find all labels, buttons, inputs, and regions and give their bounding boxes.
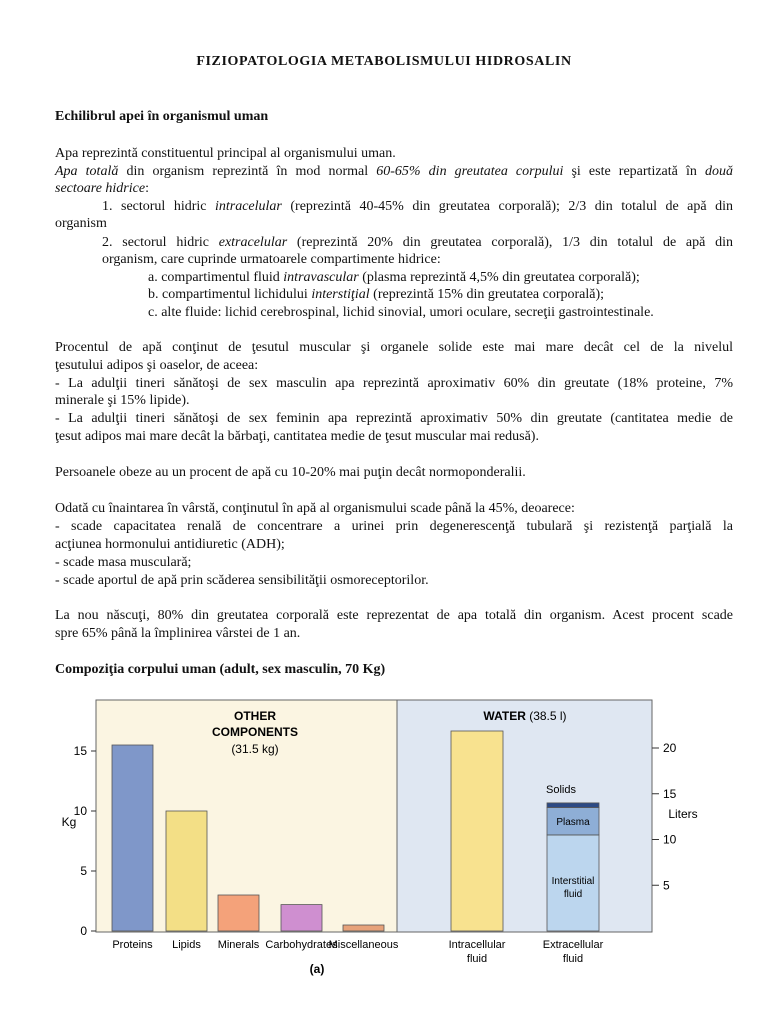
list-item-other-fluids: c. alte fluide: lichid cerebrospinal, lichid sinovial, umori oculare, secreţii gastrointestinale. — [148, 305, 654, 320]
bar-miscellaneous — [343, 925, 384, 931]
paragraph-line: Procentul de apă conţinut de ţesutul muscular şi organele solide este mai mare decât cel de la nivelul — [55, 340, 733, 355]
y-axis-label-liters: Liters — [668, 807, 698, 821]
chart-title-other-2: COMPONENTS — [211, 725, 299, 739]
bar-intracellular-fluid — [451, 731, 503, 931]
x-tick-label: Carbohydrates — [265, 939, 338, 951]
x-tick-label: Lipids — [172, 939, 201, 951]
section-heading-water-balance: Echilibrul apei în organismul uman — [55, 109, 269, 124]
paragraph-line: - scade masa musculară; — [55, 555, 192, 570]
paragraph-line: minerale şi 15% lipide). — [55, 393, 190, 408]
chart-title-other-3: (31.5 kg) — [231, 742, 279, 756]
paragraph-line: - scade aportul de apă prin scăderea sensibilităţii osmoreceptorilor. — [55, 573, 429, 588]
y-tick-label-left: 0 — [80, 924, 87, 938]
x-tick-label: Proteins — [112, 939, 153, 951]
label-interstitial-fluid: fluid — [563, 888, 583, 900]
paragraph-line: Apa totală din organism reprezintă în mod normal 60-65% din greutatea corpului şi este repartizată în două — [55, 164, 733, 179]
list-item-intracellular: 1. sectorul hidric intracelular (reprezintă 40-45% din greutatea corporală); 2/3 din totalul de apă din — [102, 199, 733, 214]
bar-lipids — [166, 811, 207, 931]
y-tick-label-right: 5 — [663, 878, 670, 893]
chart-caption: (a) — [309, 962, 325, 976]
label-solids: Solids — [546, 783, 576, 796]
paragraph-line: acţiunea hormonului antidiuretic (ADH); — [55, 537, 285, 552]
y-tick-label-left: 10 — [73, 804, 87, 818]
paragraph-line: - scade capacitatea renală de concentrare a urinei prin degenerescenţă tubulară şi rezistenţă parţială la — [55, 519, 733, 534]
label-interstitial-fluid: Interstitial — [551, 875, 595, 887]
paragraph-line: organism — [55, 216, 107, 231]
document-title: FIZIOPATOLOGIA METABOLISMULUI HIDROSALIN — [196, 54, 572, 69]
bar-minerals — [218, 895, 259, 931]
y-tick-label-right: 10 — [663, 832, 677, 847]
paragraph-line: organism, care cuprinde urmatoarele compartimente hidrice: — [102, 252, 441, 267]
list-item-extracellular: 2. sectorul hidric extracelular (reprezintă 20% din greutatea corporală), 1/3 din totalul de apă din — [102, 235, 733, 250]
bar-proteins — [112, 745, 153, 931]
paragraph-line: - La adulţii tineri sănătoşi de sex feminin apa reprezintă aproximativ 50% din greutate (cantitatea medie de — [55, 411, 733, 426]
list-item-interstitial: b. compartimentul lichidului interstiţial (reprezintă 15% din greutatea corporală); — [148, 287, 605, 302]
paragraph-line: Odată cu înaintarea în vârstă, conţinutul în apă al organismului scade până la 45%, deoarece: — [55, 501, 575, 516]
paragraph-line: spre 65% până la împlinirea vârstei de 1 an. — [55, 626, 301, 641]
paragraph-line: Persoanele obeze au un procent de apă cu 10-20% mai puţin decât normoponderalii. — [55, 465, 526, 480]
y-tick-label-right: 20 — [663, 741, 677, 755]
bar-carbohydrates — [281, 905, 322, 931]
paragraph-line: Apa reprezintă constituentul principal al organismului uman. — [55, 146, 396, 161]
chart-title-water: WATER (38.5 l) — [483, 709, 567, 723]
paragraph-line: - La adulţii tineri sănătoşi de sex masculin apa reprezintă aproximativ 60% din greutate (18% proteine, 7% — [55, 376, 733, 391]
y-tick-label-left: 15 — [73, 744, 87, 758]
list-item-intravascular: a. compartimentul fluid intravascular (plasma reprezintă 4,5% din greutatea corporală); — [148, 270, 640, 285]
paragraph-line: ţesutului adipos şi oaselor, de aceea: — [55, 358, 259, 373]
y-tick-label-left: 5 — [80, 864, 87, 878]
y-tick-label-right: 15 — [663, 786, 677, 801]
chart-bg-water — [397, 700, 652, 932]
section-heading-body-composition: Compoziţia corpului uman (adult, sex masculin, 70 Kg) — [55, 662, 386, 677]
x-tick-label: Miscellaneous — [328, 939, 399, 951]
x-tick-label: fluid — [466, 953, 488, 965]
x-tick-label: fluid — [562, 953, 584, 965]
bar-segment-solids — [547, 803, 599, 808]
body-composition-chart — [55, 690, 735, 990]
y-axis-label-kg: Kg — [61, 815, 77, 829]
x-tick-label: Extracellular — [542, 939, 604, 951]
x-tick-label: Intracellular — [448, 939, 506, 951]
label-plasma: Plasma — [556, 817, 590, 829]
paragraph-line: sectoare hidrice: — [55, 181, 149, 196]
chart-title-other-1: OTHER — [234, 709, 276, 723]
x-tick-label: Minerals — [217, 939, 260, 951]
paragraph-line: ţesut adipos mai mare decât la bărbaţi, cantitatea medie de ţesut muscular mai redusă). — [55, 429, 539, 444]
paragraph-line: La nou născuţi, 80% din greutatea corporală este reprezentat de apa totală din organism. Acest procent scade — [55, 608, 733, 623]
